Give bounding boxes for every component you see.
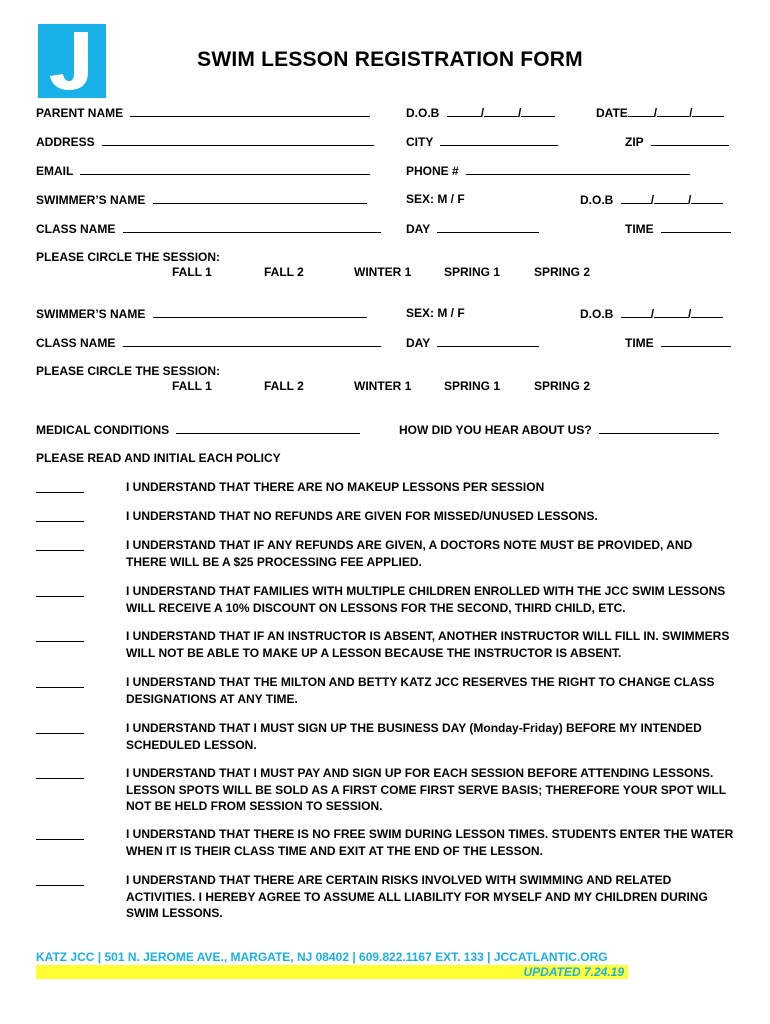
day-label: DAY xyxy=(406,336,431,350)
session-option[interactable]: WINTER 1 xyxy=(354,265,412,279)
swimmer-dob-label: D.O.B xyxy=(580,307,614,321)
day-label: DAY xyxy=(406,222,431,236)
swimmer-2-time-blank[interactable] xyxy=(661,335,731,347)
session-option[interactable]: FALL 2 xyxy=(264,379,304,393)
swimmer-2-name-blank[interactable] xyxy=(153,306,367,318)
phone-label: PHONE # xyxy=(406,164,459,178)
policy-text: I UNDERSTAND THAT IF AN INSTRUCTOR IS ABSENT, ANOTHER INSTRUCTOR WILL FILL IN. SWIMMERS WILL NOT BE ABLE TO MAKE UP A LESSON BECAUSE THE INSTRUCTOR IS ABSENT. xyxy=(126,629,730,660)
policy-text: I UNDERSTAND THAT NO REFUNDS ARE GIVEN FOR MISSED/UNUSED LESSONS. xyxy=(126,509,598,523)
email-field[interactable] xyxy=(36,163,370,178)
address-blank[interactable] xyxy=(102,134,374,146)
parent-dob-field[interactable]: D.O.B / / xyxy=(406,105,555,120)
swimmer-name-label: SWIMMER’S NAME xyxy=(36,193,146,207)
medical-conditions-label: MEDICAL CONDITIONS xyxy=(36,423,170,437)
initial-blank[interactable] xyxy=(36,596,84,597)
session-option[interactable]: SPRING 1 xyxy=(444,265,501,279)
session-option[interactable]: SPRING 1 xyxy=(444,379,501,393)
updated-date: UPDATED 7.24.19 xyxy=(523,965,624,979)
swimmer-1-day-field[interactable] xyxy=(406,221,539,236)
parent-name-label: PARENT NAME xyxy=(36,106,124,120)
phone-field[interactable] xyxy=(406,163,690,178)
session-option[interactable]: WINTER 1 xyxy=(354,379,412,393)
initial-blank[interactable] xyxy=(36,778,84,779)
swimmer-1-dob-day-blank[interactable] xyxy=(654,192,688,204)
swimmer-dob-label: D.O.B xyxy=(580,193,614,207)
policy-text: I UNDERSTAND THAT I MUST PAY AND SIGN UP FOR EACH SESSION BEFORE ATTENDING LESSONS. LESSON SPOTS WILL BE SOLD AS A FIRST COME FIRST SERVE BASIS; THEREFORE YOUR SPOT WILL NOT BE HELD FROM SESSION TO SESSION. xyxy=(126,766,726,813)
swimmer-1-class-field[interactable] xyxy=(36,221,381,236)
session-option[interactable]: FALL 1 xyxy=(172,379,212,393)
address-label: ADDRESS xyxy=(36,135,95,149)
policy-text: I UNDERSTAND THAT THE MILTON AND BETTY KATZ JCC RESERVES THE RIGHT TO CHANGE CLASS DESIGNATIONS AT ANY TIME. xyxy=(126,675,715,706)
medical-conditions-blank[interactable] xyxy=(176,422,360,434)
date-year-blank[interactable] xyxy=(692,105,724,117)
updated-highlight xyxy=(36,965,628,979)
address-field[interactable] xyxy=(36,134,374,149)
swimmer-2-dob-month-blank[interactable] xyxy=(621,306,651,318)
swimmer-2-dob-day-blank[interactable] xyxy=(654,306,688,318)
swimmer-2-sex-field[interactable] xyxy=(406,306,465,320)
swimmer-1-time-blank[interactable] xyxy=(661,221,731,233)
parent-dob-label: D.O.B xyxy=(406,106,440,120)
zip-field[interactable] xyxy=(625,134,729,149)
phone-blank[interactable] xyxy=(466,163,690,175)
city-label: CITY xyxy=(406,135,434,149)
zip-blank[interactable] xyxy=(651,134,729,146)
initial-blank[interactable] xyxy=(36,885,84,886)
session-option[interactable]: FALL 1 xyxy=(172,265,212,279)
swimmer-2-day-field[interactable] xyxy=(406,335,539,350)
swimmer-1-dob-year-blank[interactable] xyxy=(691,192,723,204)
hear-about-label: HOW DID YOU HEAR ABOUT US? xyxy=(399,423,592,437)
dob-month-blank[interactable] xyxy=(447,105,481,117)
class-name-label: CLASS NAME xyxy=(36,222,116,236)
policy-text: I UNDERSTAND THAT THERE ARE CERTAIN RISKS INVOLVED WITH SWIMMING AND RELATED ACTIVITIES. I HEREBY AGREE TO ASSUME ALL LIABILITY FOR MYSELF AND MY CHILDREN DURING SWIM LESSONS. xyxy=(126,873,708,920)
date-label: DATE xyxy=(596,106,628,120)
swimmer-2-day-blank[interactable] xyxy=(437,335,539,347)
swimmer-2-time-field[interactable] xyxy=(625,335,731,350)
initial-blank[interactable] xyxy=(36,521,84,522)
swimmer-1-sex-field[interactable] xyxy=(406,192,465,206)
hear-about-blank[interactable] xyxy=(599,422,719,434)
swimmer-1-name-field[interactable] xyxy=(36,192,367,207)
initial-blank[interactable] xyxy=(36,839,84,840)
circle-session-label: PLEASE CIRCLE THE SESSION: xyxy=(36,250,221,264)
time-label: TIME xyxy=(625,336,654,350)
city-field[interactable] xyxy=(406,134,558,149)
policy-text: I UNDERSTAND THAT I MUST SIGN UP THE BUSINESS DAY (Monday-Friday) BEFORE MY INTENDED SCHEDULED LESSON. xyxy=(126,721,702,752)
policy-text: I UNDERSTAND THAT THERE IS NO FREE SWIM DURING LESSON TIMES. STUDENTS ENTER THE WATER WHEN IT IS THEIR CLASS TIME AND EXIT AT THE END OF THE LESSON. xyxy=(126,827,734,858)
policy-text: I UNDERSTAND THAT THERE ARE NO MAKEUP LESSONS PER SESSION xyxy=(126,480,545,494)
initial-blank[interactable] xyxy=(36,687,84,688)
circle-session-label: PLEASE CIRCLE THE SESSION: xyxy=(36,364,221,378)
email-blank[interactable] xyxy=(80,163,370,175)
initial-blank[interactable] xyxy=(36,492,84,493)
sex-label: SEX: M / F xyxy=(406,192,465,206)
swimmer-2-dob-year-blank[interactable] xyxy=(691,306,723,318)
read-initial-label: PLEASE READ AND INITIAL EACH POLICY xyxy=(36,451,281,465)
form-title: SWIM LESSON REGISTRATION FORM xyxy=(197,48,583,71)
zip-label: ZIP xyxy=(625,135,644,149)
swimmer-2-class-field[interactable] xyxy=(36,335,381,350)
initial-blank[interactable] xyxy=(36,641,84,642)
dob-day-blank[interactable] xyxy=(484,105,518,117)
email-label: EMAIL xyxy=(36,164,74,178)
dob-year-blank[interactable] xyxy=(521,105,555,117)
swimmer-name-label: SWIMMER’S NAME xyxy=(36,307,146,321)
swimmer-1-time-field[interactable] xyxy=(625,221,731,236)
swimmer-1-dob-field[interactable]: D.O.B / / xyxy=(580,192,723,207)
swimmer-2-name-field[interactable] xyxy=(36,306,367,321)
swimmer-2-dob-field[interactable]: D.O.B / / xyxy=(580,306,723,321)
date-month-blank[interactable] xyxy=(628,105,654,117)
swimmer-2-class-blank[interactable] xyxy=(123,335,381,347)
footer-contact: KATZ JCC | 501 N. JEROME AVE., MARGATE, NJ 08402 | 609.822.1167 EXT. 133 | JCCATLANTIC.ORG xyxy=(36,950,608,964)
parent-name-blank[interactable] xyxy=(130,105,370,117)
initial-blank[interactable] xyxy=(36,733,84,734)
swimmer-1-class-blank[interactable] xyxy=(123,221,381,233)
swimmer-1-dob-month-blank[interactable] xyxy=(621,192,651,204)
parent-name-field[interactable] xyxy=(36,105,370,120)
policy-text: I UNDERSTAND THAT IF ANY REFUNDS ARE GIVEN, A DOCTORS NOTE MUST BE PROVIDED, AND THERE WILL BE A $25 PROCESSING FEE APPLIED. xyxy=(126,538,693,569)
session-option[interactable]: SPRING 2 xyxy=(534,379,591,393)
swimmer-1-day-blank[interactable] xyxy=(437,221,539,233)
initial-blank[interactable] xyxy=(36,550,84,551)
sex-label: SEX: M / F xyxy=(406,306,465,320)
city-blank[interactable] xyxy=(440,134,558,146)
date-day-blank[interactable] xyxy=(657,105,689,117)
session-option[interactable]: SPRING 2 xyxy=(534,265,591,279)
policy-text: I UNDERSTAND THAT FAMILIES WITH MULTIPLE CHILDREN ENROLLED WITH THE JCC SWIM LESSONS WILL RECEIVE A 10% DISCOUNT ON LESSONS FOR THE SECOND, THIRD CHILD, ETC. xyxy=(126,584,726,615)
date-field[interactable]: DATE / / xyxy=(596,105,724,120)
time-label: TIME xyxy=(625,222,654,236)
session-option[interactable]: FALL 2 xyxy=(264,265,304,279)
medical-conditions-field[interactable] xyxy=(36,422,360,437)
hear-about-field[interactable] xyxy=(399,422,719,437)
class-name-label: CLASS NAME xyxy=(36,336,116,350)
swimmer-1-name-blank[interactable] xyxy=(153,192,367,204)
